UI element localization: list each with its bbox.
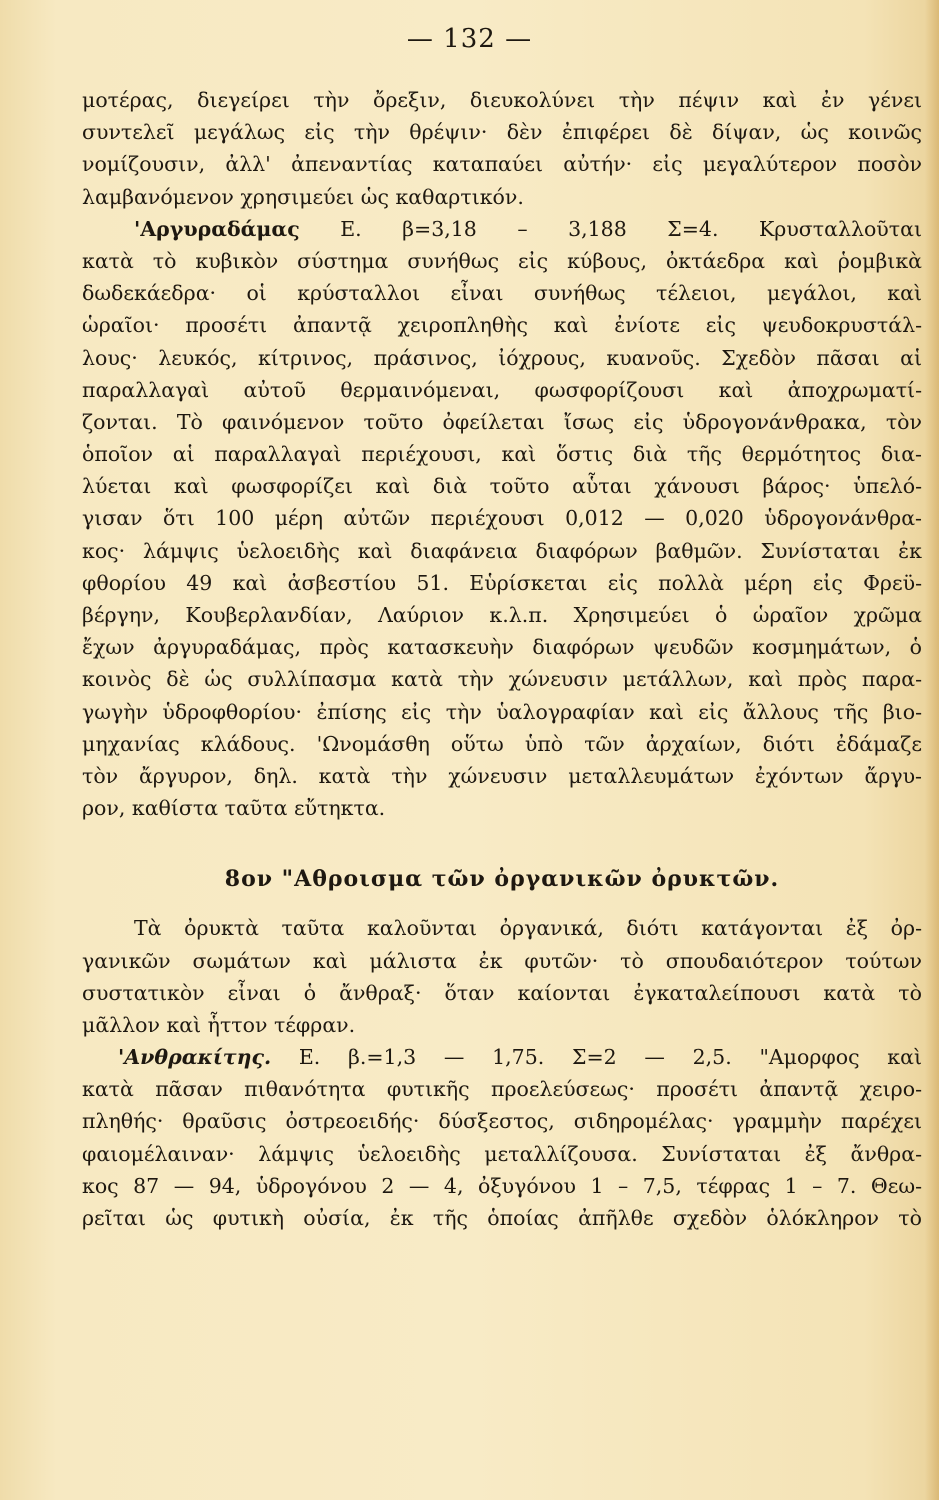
paragraph-anthracite	[82, 1041, 922, 1234]
text-line: πληθής· θραῦσις ὀστρεοειδής· δύσξεστος, σιδηρομέλας· γραμμὴν παρέχει	[82, 1109, 922, 1134]
text-line: γωγὴν ὑδροφθορίου· ἐπίσης εἰς τὴν ὑαλογραφίαν καὶ εἰς ἄλλους τῆς βιο-	[82, 699, 922, 724]
text-line: φαιομέλαιναν· λάμψις ὑελοειδὴς μεταλλίζουσα. Συνίσταται ἐξ ἄνθρα-	[82, 1141, 922, 1166]
paragraph-argyradamas	[82, 213, 922, 825]
text-line: ἔχων ἀργυραδάμας, πρὸς κατασκευὴν διαφόρων ψευδῶν κοσμημάτων, ὁ	[82, 635, 922, 660]
text-line: ζονται. Τὸ φαινόμενον τοῦτο ὀφείλεται ἴσως εἰς ὑδρογονάνθρακα, τὸν	[82, 409, 922, 434]
text-line	[82, 1041, 922, 1073]
page-number: — 132 —	[406, 24, 533, 54]
text-fragment: Ε. β=3,18 – 3,188 Σ=4. Κρυσταλλοῦται	[340, 216, 922, 241]
text-line: τὸν ἄργυρον, δηλ. κατὰ τὴν χώνευσιν μεταλλευμάτων ἐχόντων ἄργυ-	[82, 763, 922, 788]
page-edge-shading	[925, 0, 939, 1500]
text-line: γισαν ὅτι 100 μέρη αὐτῶν περιέχουσι 0,012 — 0,020 ὑδρογονάνθρα-	[82, 506, 922, 531]
text-line: μᾶλλον καὶ ἧττον τέφραν.	[82, 1012, 356, 1037]
mineral-term: 'Αργυραδάμας	[134, 216, 300, 241]
text-line: φθορίου 49 καὶ ἀσβεστίου 51. Εὑρίσκεται εἰς πολλὰ μέρη εἰς Φρεϋ-	[82, 570, 922, 595]
text-line: ρεῖται ὡς φυτικὴ οὐσία, ἐκ τῆς ὁποίας ἀπῆλθε σχεδὸν ὁλόκληρον τὸ	[82, 1206, 922, 1230]
text-line: κοινὸς δὲ ὡς συλλίπασμα κατὰ τὴν χώνευσιν μετάλλων, καὶ πρὸς παρα-	[82, 667, 922, 692]
text-line: κος 87 — 94, ὑδρογόνου 2 — 4, ὀξυγόνου 1 – 7,5, τέφρας 1 – 7. Θεω-	[82, 1173, 922, 1198]
spacer	[82, 900, 922, 912]
text-line: ρον, καθίστα ταῦτα εὔτηκτα.	[82, 796, 386, 821]
text-line	[82, 213, 922, 245]
text-line: δωδεκάεδρα· οἱ κρύσταλλοι εἶναι συνήθως τέλειοι, μεγάλοι, καὶ	[82, 281, 922, 306]
text-line: κος· λάμψις ὑελοειδὴς καὶ διαφάνεια διαφόρων βαθμῶν. Συνίσταται ἐκ	[82, 538, 922, 563]
text-line: λαμβανόμενον χρησιμεύει ὡς καθαρτικόν.	[82, 184, 524, 209]
paragraph-1	[82, 84, 922, 213]
mineral-term: 'Ανθρακίτης.	[118, 1045, 272, 1070]
text-line: ὁποῖον αἱ παραλλαγαὶ περιέχουσι, καὶ ὅστις διὰ τῆς θερμότητος δια-	[82, 442, 922, 467]
text-line: παραλλαγαὶ αὐτοῦ θερμαινόμεναι, φωσφορίζουσι καὶ ἀποχρωματί-	[82, 377, 922, 402]
text-line: κατὰ πᾶσαν πιθανότητα φυτικῆς προελεύσεως· προσέτι ἀπαντᾷ χειρο-	[82, 1077, 922, 1102]
text-line: νομίζουσιν, ἀλλ' ἀπεναντίας καταπαύει αὐτήν· εἰς μεγαλύτερον ποσὸν	[82, 152, 922, 177]
text-fragment: Ε. β.=1,3 — 1,75. Σ=2 — 2,5. "Αμορφος καὶ	[298, 1045, 922, 1070]
text-line: βέργην, Κουβερλανδίαν, Λαύριον κ.λ.π. Χρησιμεύει ὁ ὡραῖον χρῶμα	[82, 603, 922, 627]
text-line: συστατικὸν εἶναι ὁ ἄνθραξ· ὅταν καίονται ἐγκαταλείπουσι κατὰ τὸ	[82, 980, 922, 1005]
text-line: μοτέρας, διεγείρει τὴν ὄρεξιν, διευκολύνει τὴν πέψιν καὶ ἐν γένει	[82, 88, 922, 112]
text-line: λύεται καὶ φωσφορίζει καὶ διὰ τοῦτο αὗται χάνουσι βάρος· ὑπελό-	[82, 474, 922, 499]
spacer	[82, 824, 922, 858]
paragraph-organic-intro	[82, 912, 922, 1041]
text-line: συντελεῖ μεγάλως εἰς τὴν θρέψιν· δὲν ἐπιφέρει δὲ δίψαν, ὡς κοινῶς	[82, 120, 922, 145]
text-line: κατὰ τὸ κυβικὸν σύστημα συνήθως εἰς κύβους, ὀκτάεδρα καὶ ῥομβικὰ	[82, 248, 922, 273]
page-text	[82, 84, 922, 1234]
section-heading: 8ον "Αθροισμα τῶν ὀργανικῶν ὀρυκτῶν.	[224, 866, 780, 893]
text-line: ὡραῖοι· προσέτι ἀπαντᾷ χειροπληθὴς καὶ ἐνίοτε εἰς ψευδοκρυστάλ-	[82, 313, 922, 338]
text-line: λους· λευκός, κίτρινος, πράσινος, ἰόχρους, κυανοῦς. Σχεδὸν πᾶσαι αἱ	[82, 345, 922, 370]
text-line: Τὰ ὀρυκτὰ ταῦτα καλοῦνται ὀργανικά, διότι κατάγονται ἐξ ὀρ-	[134, 916, 922, 941]
text-line: μηχανίας κλάδους. 'Ωνομάσθη οὕτω ὑπὸ τῶν ἀρχαίων, διότι ἐδάμαζε	[82, 731, 922, 756]
text-line: γανικῶν σωμάτων καὶ μάλιστα ἐκ φυτῶν· τὸ σπουδαιότερον τούτων	[82, 948, 922, 973]
